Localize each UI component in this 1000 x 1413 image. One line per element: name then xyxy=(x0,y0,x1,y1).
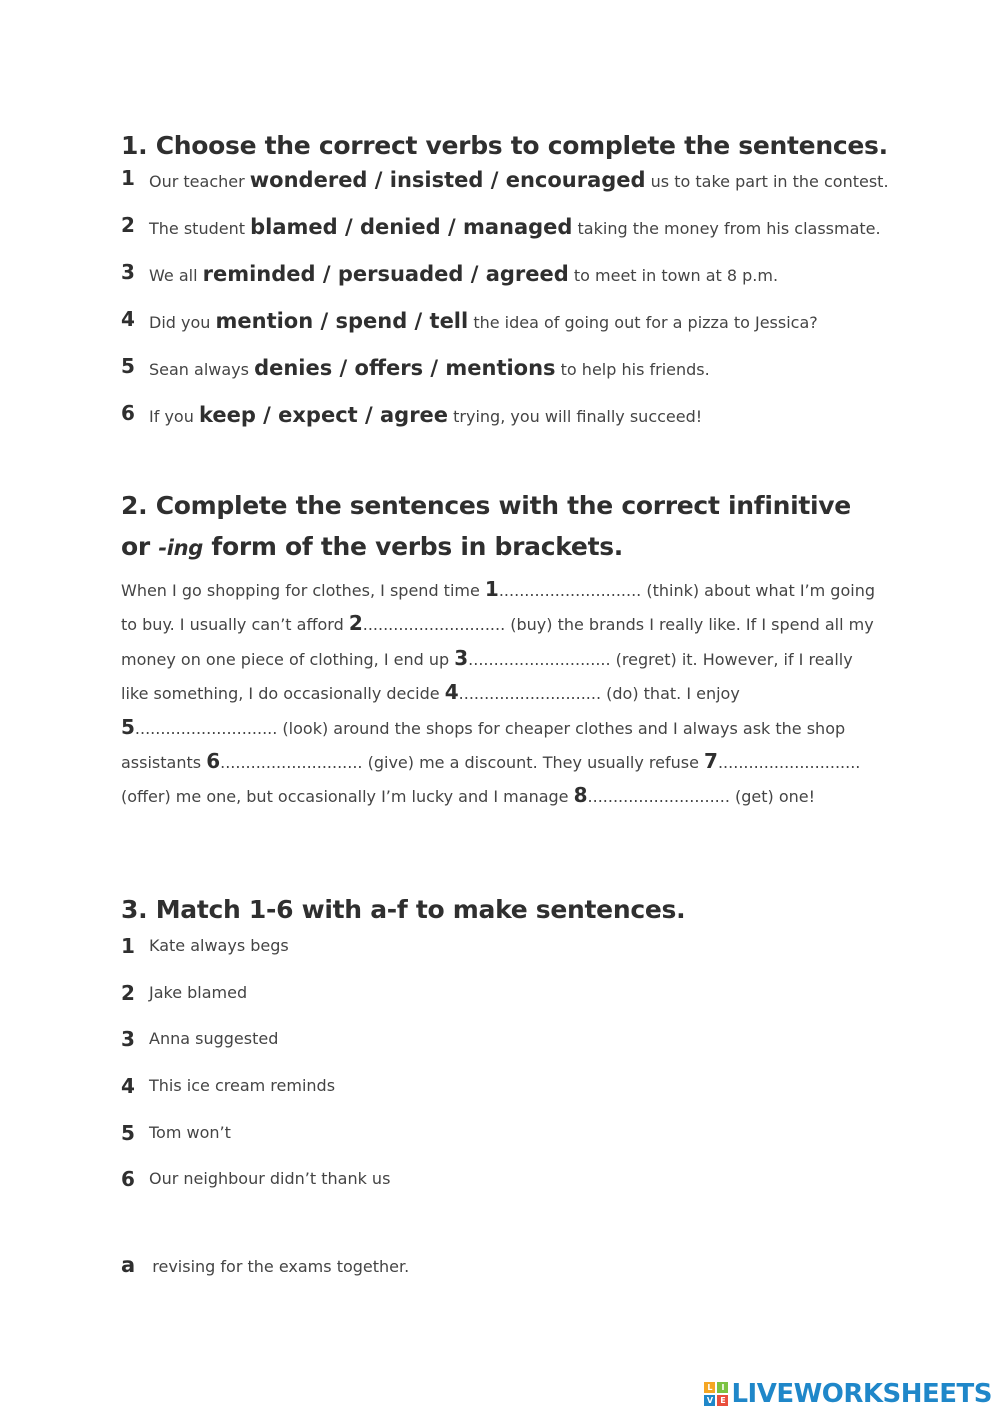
section-3 xyxy=(121,889,901,1216)
logo-letter: V xyxy=(704,1395,715,1406)
answer-blank[interactable]: ............................ xyxy=(458,684,602,704)
section-2 xyxy=(121,485,881,814)
list-item xyxy=(121,980,901,1030)
answer-blank[interactable]: ............................ xyxy=(717,753,861,773)
item-number: 4 xyxy=(121,1074,135,1099)
item-number: 5 xyxy=(121,354,135,378)
gap-number: 6 xyxy=(206,749,221,774)
list-item xyxy=(121,354,901,405)
title-italic: -ing xyxy=(158,536,204,560)
text-segment: (give) me a discount. They usually refuse xyxy=(367,753,699,773)
logo-mark-icon xyxy=(704,1382,728,1406)
section-2-title xyxy=(121,485,881,569)
liveworksheets-logo[interactable] xyxy=(704,1379,992,1409)
sentence-start: Kate always begs xyxy=(149,936,289,955)
sentence-start: Our neighbour didn’t thank us xyxy=(149,1169,391,1189)
gap-number: 4 xyxy=(444,680,459,705)
item-number: 2 xyxy=(121,980,135,1005)
verb-options[interactable]: denies / offers / mentions xyxy=(254,356,556,380)
title-start: 2. Complete the sentences with the correct infinitive or xyxy=(121,491,851,561)
answer-blank[interactable]: ............................ xyxy=(587,787,730,807)
text-segment: (do) that. I enjoy xyxy=(606,684,740,704)
item-number: 1 xyxy=(121,166,135,190)
gap-fill-paragraph xyxy=(121,573,881,814)
sentence-end: us to take part in the contest. xyxy=(650,172,889,191)
answer-blank[interactable]: ............................ xyxy=(220,753,363,773)
sentence-end: the idea of going out for a pizza to Jessica? xyxy=(473,313,818,332)
item-number: 3 xyxy=(121,1027,135,1052)
item-number: 3 xyxy=(121,260,135,284)
gap-number: 7 xyxy=(704,749,718,774)
text-segment: (get) one! xyxy=(735,787,816,807)
verb-options[interactable]: mention / spend / tell xyxy=(215,309,469,333)
sentence-end: taking the money from his classmate. xyxy=(577,219,881,238)
sentence-start: Our teacher xyxy=(149,172,245,191)
answer-text: revising for the exams together. xyxy=(152,1257,410,1276)
list-item xyxy=(121,1169,901,1216)
gap-number: 5 xyxy=(121,714,135,739)
answer-letter: a xyxy=(121,1253,136,1277)
text-segment: When I go shopping for clothes, I spend time xyxy=(121,581,480,600)
sentence-start: Tom won’t xyxy=(149,1122,231,1142)
list-item xyxy=(121,1076,901,1123)
item-number: 5 xyxy=(121,1120,135,1145)
sentence-start: Sean always xyxy=(149,360,249,379)
sentence-start: Jake blamed xyxy=(149,982,248,1002)
sentence-end: to meet in town at 8 p.m. xyxy=(573,266,779,285)
text-segment: (think) about what I’m going to buy. I usually can’t afford xyxy=(121,581,875,635)
sentence-start: Did you xyxy=(149,313,211,332)
verb-options[interactable]: wondered / insisted / encouraged xyxy=(249,168,646,192)
gap-number: 1 xyxy=(484,577,499,601)
answer-blank[interactable]: ............................ xyxy=(134,718,278,738)
text-segment: (regret) it. However, if I really like something, I do occasionally decide xyxy=(121,649,853,704)
section-3-title: 3. Match 1-6 with a-f to make sentences. xyxy=(121,895,686,924)
logo-letter: I xyxy=(717,1382,728,1393)
logo-text: LIVEWORKSHEETS xyxy=(731,1379,992,1409)
logo-letter: E xyxy=(717,1395,728,1406)
logo-letter: L xyxy=(704,1382,715,1393)
verb-options[interactable]: blamed / denied / managed xyxy=(250,215,573,239)
text-segment: (offer) me one, but occasionally I’m lucky and I manage xyxy=(121,787,569,807)
list-item xyxy=(121,401,901,452)
answer-blank[interactable]: ............................ xyxy=(468,649,611,669)
list-item xyxy=(121,1120,901,1170)
gap-number: 3 xyxy=(454,645,469,670)
match-answer-a[interactable] xyxy=(121,1253,409,1277)
sentence-start: If you xyxy=(149,407,194,426)
sentence-start: We all xyxy=(149,266,198,285)
item-number: 6 xyxy=(121,1167,135,1192)
verb-options[interactable]: reminded / persuaded / agreed xyxy=(202,262,569,286)
gap-number: 8 xyxy=(573,783,588,808)
section-1-title: 1. Choose the correct verbs to complete the sentences. xyxy=(121,131,888,160)
list-item xyxy=(121,166,901,217)
item-number: 6 xyxy=(121,401,135,425)
sentence-start: Anna suggested xyxy=(149,1029,279,1049)
sentence-start: The student xyxy=(149,219,246,238)
title-end: form of the verbs in brackets. xyxy=(211,532,624,561)
text-segment: (buy) the brands I really like. If I spend all my money on one piece of clothing, I end up xyxy=(121,615,874,669)
verb-options[interactable]: keep / expect / agree xyxy=(198,403,449,427)
item-number: 2 xyxy=(121,213,135,237)
answer-blank[interactable]: ............................ xyxy=(498,581,642,600)
sentence-end: trying, you will finally succeed! xyxy=(453,407,703,426)
list-item xyxy=(121,260,901,311)
list-item xyxy=(121,307,901,358)
answer-blank[interactable]: ............................ xyxy=(362,615,506,635)
list-item xyxy=(121,1029,901,1076)
list-item xyxy=(121,213,901,264)
sentence-start: This ice cream reminds xyxy=(149,1076,336,1096)
sentence-end: to help his friends. xyxy=(560,360,710,379)
item-number: 1 xyxy=(121,934,135,958)
list-item xyxy=(121,936,901,983)
gap-number: 2 xyxy=(348,611,363,636)
section-1 xyxy=(121,125,901,452)
text-segment: (look) around the shops for cheaper clothes and I always ask the shop assistants xyxy=(121,718,846,773)
item-number: 4 xyxy=(121,307,135,331)
